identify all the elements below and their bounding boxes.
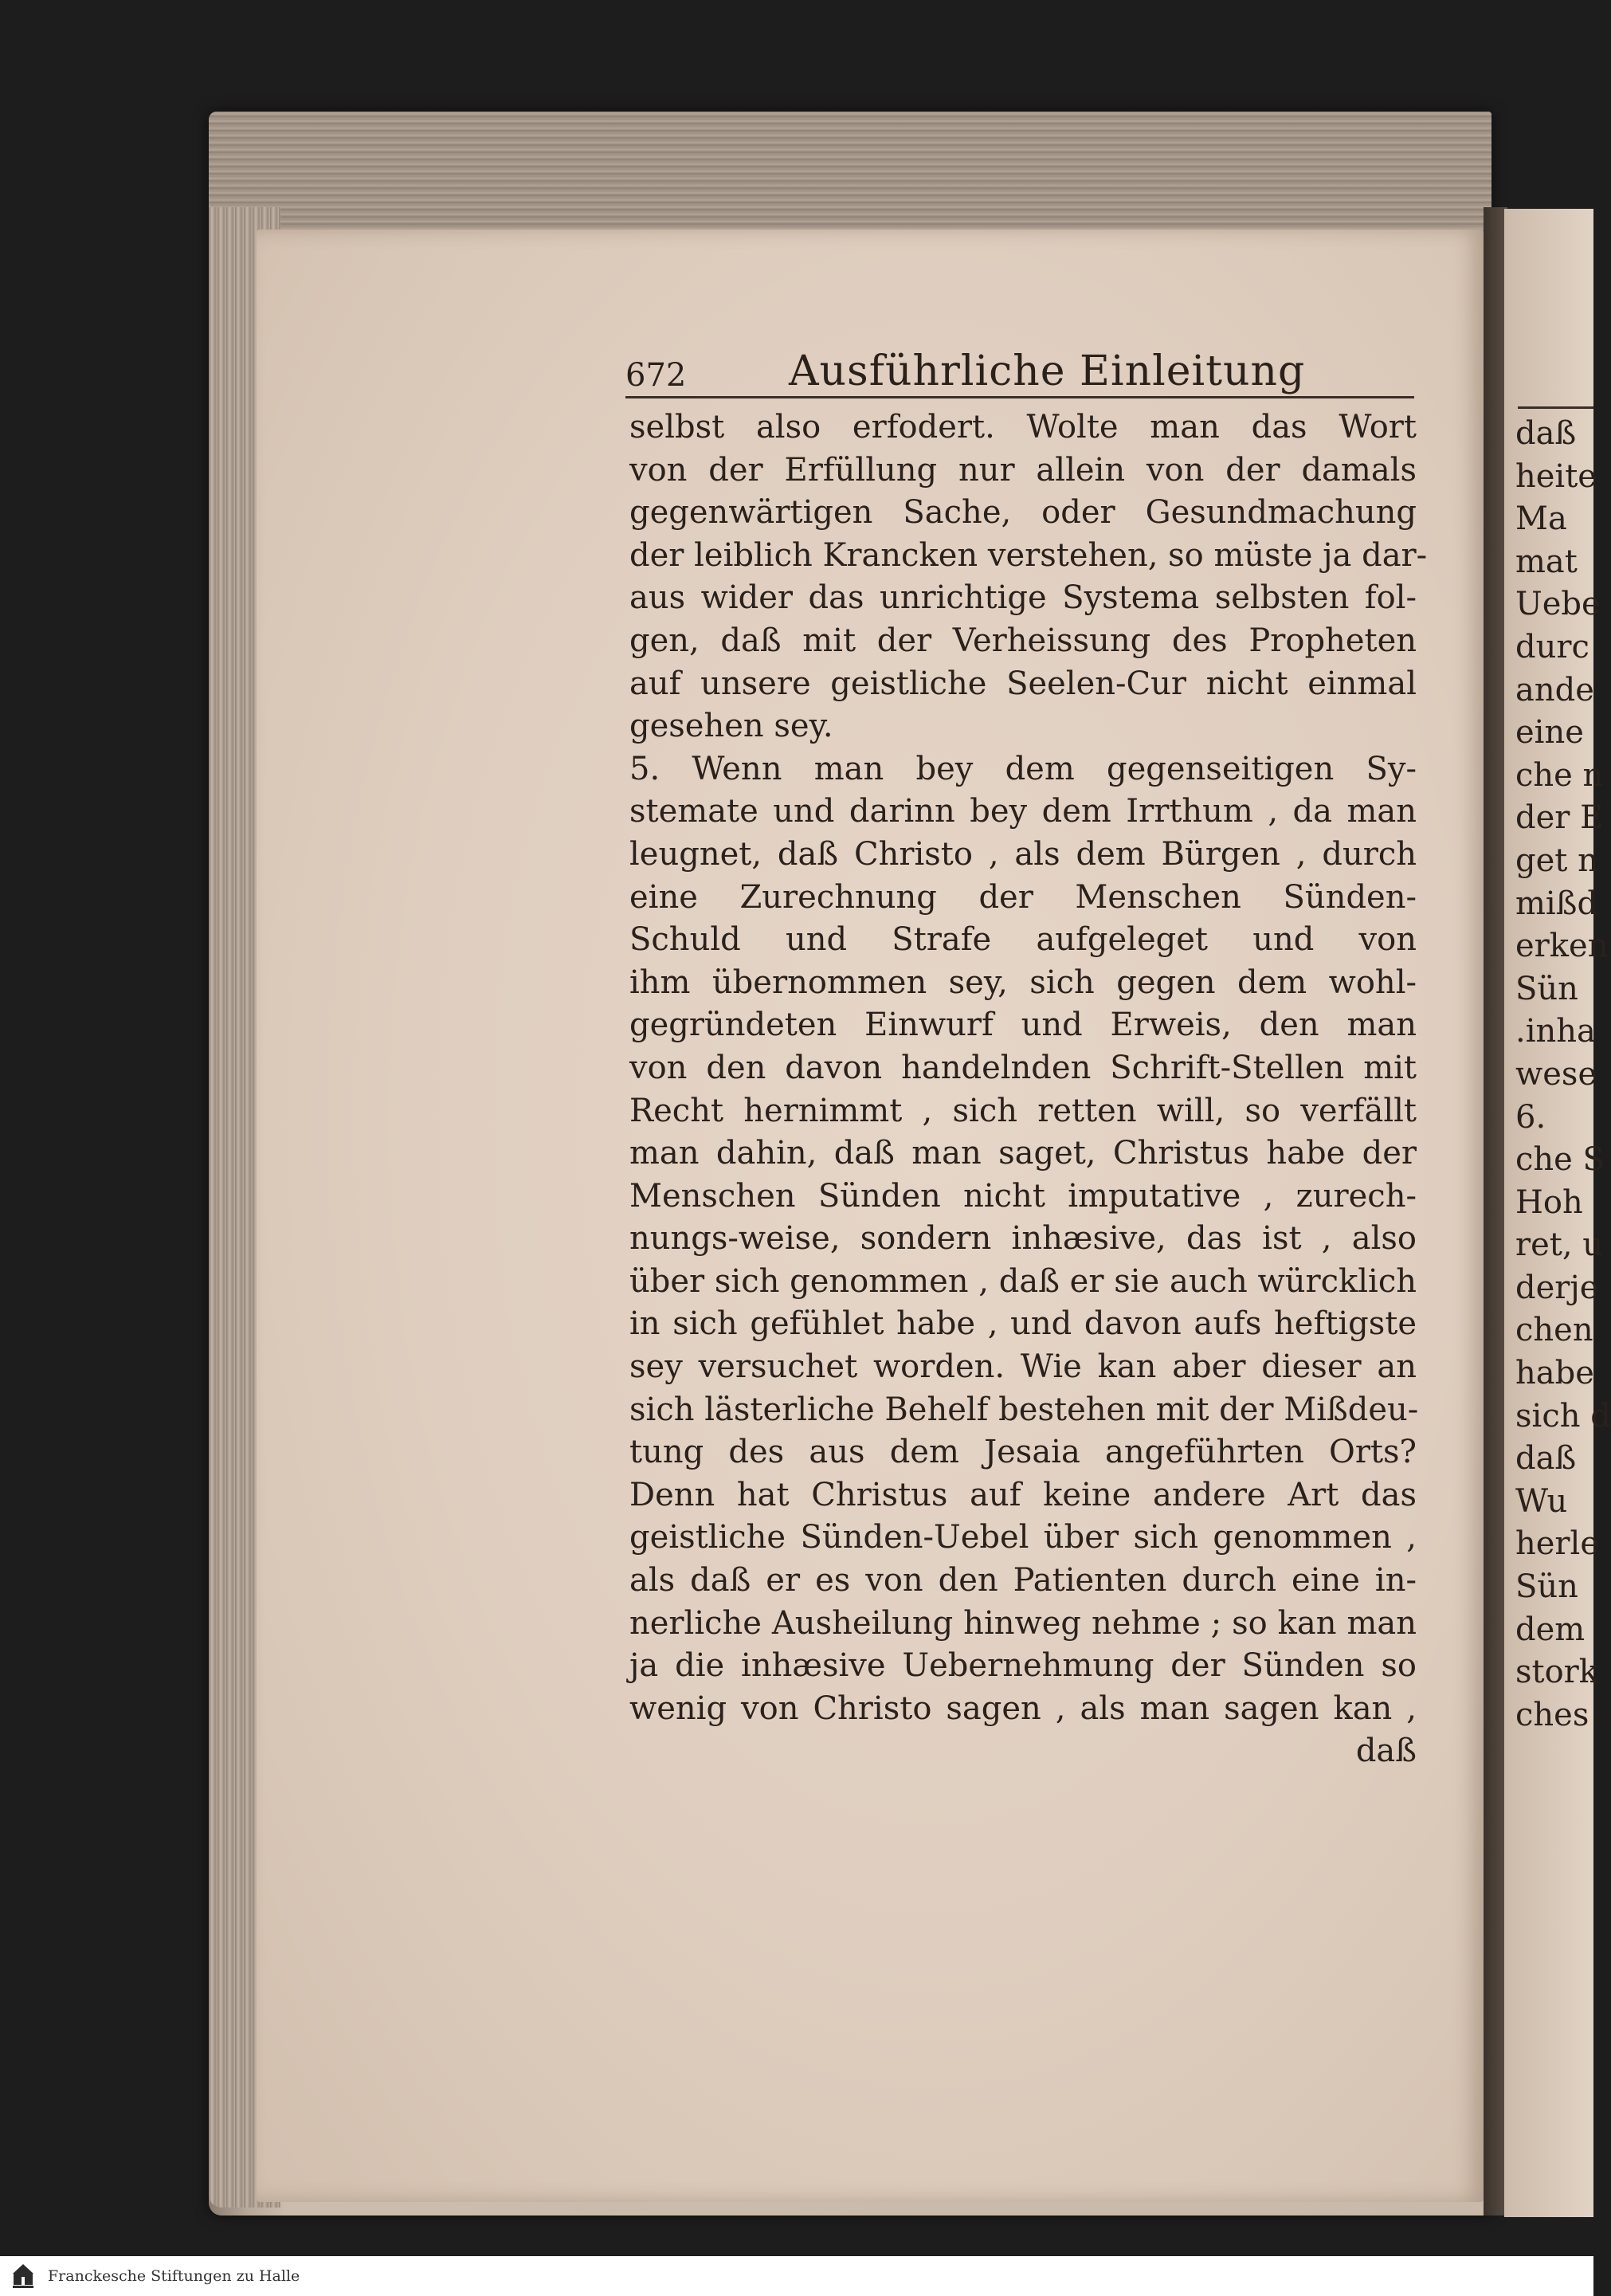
running-head (625, 347, 1414, 395)
facing-text-line: dem (1515, 1611, 1586, 1648)
facing-text-line: daß (1515, 1440, 1577, 1478)
facing-text-line: mat (1515, 543, 1578, 580)
text-line: als daß er es von den Patienten durch eine in- (629, 1562, 1417, 1599)
institution-logo-icon (11, 2263, 35, 2290)
head-rule (625, 396, 1414, 398)
text-line: gegenwärtigen Sache, oder Gesundmachung (629, 494, 1417, 532)
text-line: auf unsere geistliche Seelen-Cur nicht einmal (629, 665, 1417, 702)
facing-text-line: mißd (1515, 885, 1598, 922)
facing-text-line: derje (1515, 1269, 1599, 1306)
facing-page-text (1515, 413, 1611, 1737)
text-line: 5. Wenn man bey dem gegenseitigen Sy- (629, 750, 1417, 787)
book-top-edge (209, 112, 1491, 239)
facing-text-line: sich d (1515, 1397, 1611, 1435)
body-text (629, 406, 1428, 1773)
text-line: von der Erfüllung nur allein von der damals (629, 451, 1417, 489)
running-title: Ausführliche Einleitung (789, 347, 1306, 395)
text-line: stemate und darinn bey dem Irrthum , da man (629, 793, 1417, 830)
text-line: aus wider das unrichtige Systema selbsten fol- (629, 579, 1417, 617)
text-line: ihm übernommen sey, sich gegen dem wohl- (629, 964, 1417, 1001)
catchword: daß (1355, 1733, 1417, 1770)
facing-text-line: heite (1515, 457, 1597, 495)
facing-text-line: 6. (1515, 1098, 1546, 1136)
facing-text-line: Hoh (1515, 1183, 1583, 1221)
facing-head-rule (1518, 406, 1593, 409)
facing-text-line: che S (1515, 1141, 1605, 1179)
facing-text-line: Uebe (1515, 586, 1601, 623)
institution-name: Franckesche Stiftungen zu Halle (48, 2267, 300, 2285)
text-line: nerliche Ausheilung hinweg nehme ; so kan man (629, 1604, 1417, 1642)
text-line: tung des aus dem Jesaia angeführten Orts? (629, 1434, 1417, 1471)
text-line: wenig von Christo sagen , als man sagen kan , (629, 1690, 1417, 1727)
text-line: der leiblich Krancken verstehen, so müste ja dar- (629, 536, 1428, 574)
text-line: in sich gefühlet habe , und davon aufs heftigste (629, 1305, 1417, 1343)
facing-text-line: eine (1515, 714, 1584, 752)
facing-text-line: Sün (1515, 970, 1578, 1007)
facing-text-line: chen (1515, 1312, 1593, 1349)
text-line: über sich genommen , daß er sie auch würcklich (629, 1262, 1417, 1300)
facing-text-line: Sün (1515, 1568, 1578, 1606)
text-line: Recht hernimmt , sich retten will, so verfällt (629, 1092, 1417, 1129)
text-line: nungs-weise, sondern inhæsive, das ist , also (629, 1220, 1417, 1258)
facing-text-line: der E (1515, 799, 1604, 837)
text-line: eine Zurechnung der Menschen Sünden- (629, 878, 1417, 916)
facing-text-line: get n (1515, 842, 1598, 879)
facing-text-line: .inha (1515, 1013, 1596, 1050)
facing-text-line: ches (1515, 1696, 1589, 1733)
text-line: Menschen Sünden nicht imputative , zurech- (629, 1177, 1417, 1215)
text-line: selbst also erfodert. Wolte man das Wort (629, 409, 1417, 445)
facing-text-line: wese (1515, 1055, 1597, 1093)
text-line: gegründeten Einwurf und Erweis, den man (629, 1007, 1417, 1044)
text-line: sey versuchet worden. Wie kan aber dieser an (629, 1348, 1417, 1386)
facing-text-line: daß (1515, 415, 1577, 452)
text-line: gen, daß mit der Verheissung des Propheten (629, 622, 1417, 659)
facing-text-line: ret, u (1515, 1226, 1604, 1264)
footer-bar (0, 2256, 1593, 2296)
text-line: sich lästerliche Behelf bestehen mit der Mißdeu- (629, 1391, 1419, 1428)
facing-text-line: erken (1515, 928, 1609, 965)
facing-text-line: herle (1515, 1525, 1600, 1563)
text-line: Denn hat Christus auf keine andere Art das (629, 1476, 1417, 1513)
facing-text-line: Ma (1515, 500, 1567, 538)
facing-text-line: Wu (1515, 1482, 1568, 1520)
text-line: von den davon handelnden Schrift-Stellen mit (629, 1049, 1417, 1086)
text-line: ja die inhæsive Uebernehmung der Sünden so (629, 1647, 1417, 1685)
text-line: Schuld und Strafe aufgeleget und von (629, 921, 1417, 959)
text-line: man dahin, daß man saget, Christus habe der (629, 1135, 1417, 1172)
text-line: leugnet, daß Christo , als dem Bürgen , durch (629, 835, 1417, 873)
facing-text-line: stork (1515, 1654, 1599, 1691)
text-line: geistliche Sünden-Uebel über sich genommen , (629, 1519, 1417, 1556)
text-line: gesehen sey. (629, 708, 833, 745)
facing-text-line: che n (1515, 756, 1604, 794)
page-number: 672 (625, 357, 687, 394)
facing-text-line: ande (1515, 671, 1594, 708)
facing-text-line: habe (1515, 1355, 1594, 1392)
facing-text-line: durc (1515, 628, 1589, 665)
